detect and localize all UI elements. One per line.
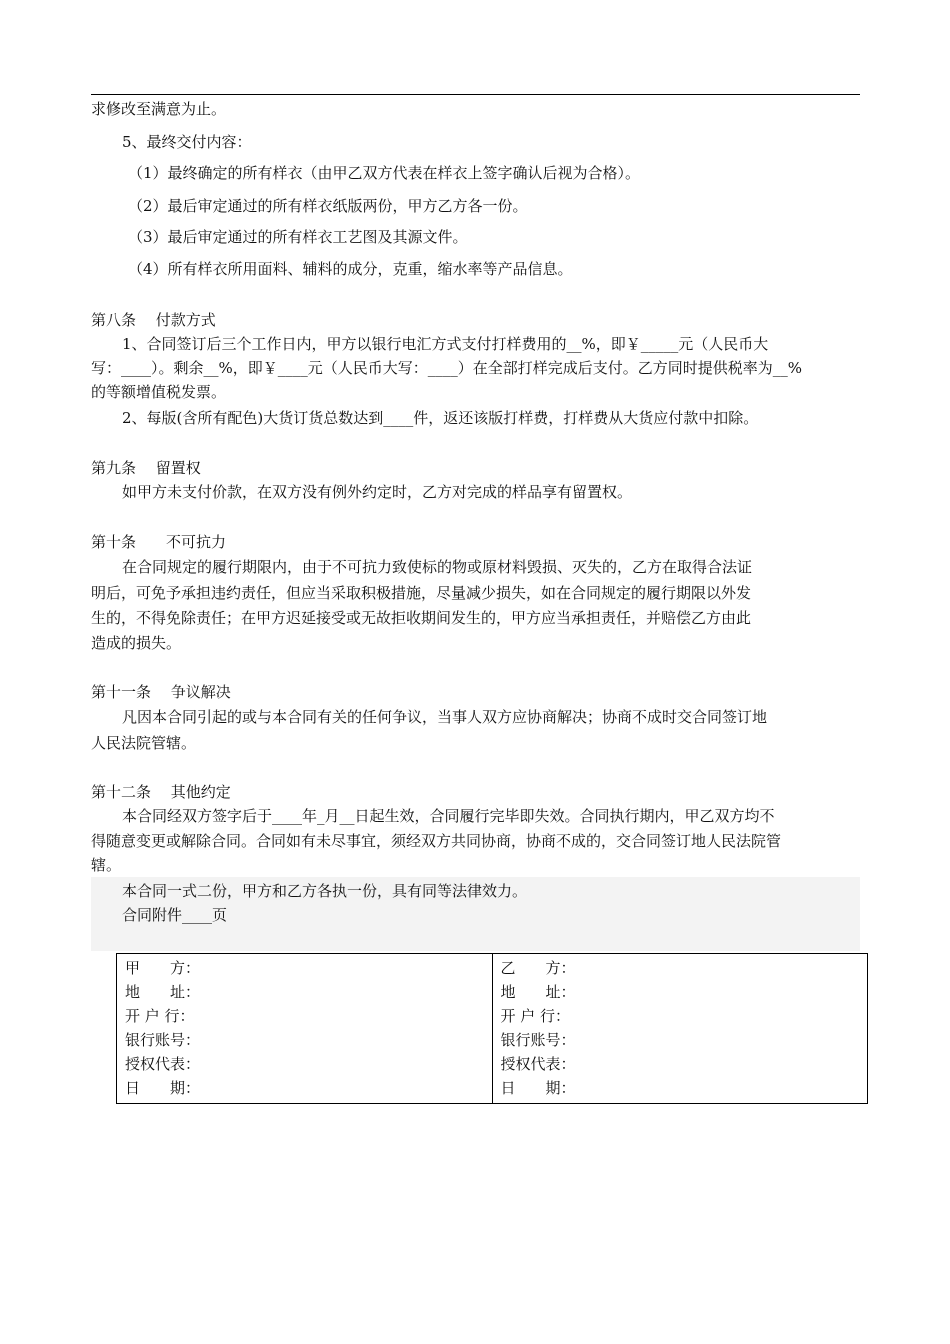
- list-item: （2）最后审定通过的所有样衣纸版两份，甲方乙方各一份。: [128, 197, 528, 215]
- closing-text: 本合同一式二份，甲方和乙方各执一份，具有同等法律效力。: [122, 882, 528, 900]
- header-rule: [91, 94, 860, 95]
- text-line: 凡因本合同引起的或与本合同有关的任何争议，当事人双方应协商解决；协商不成时交合同签订地: [122, 708, 768, 726]
- list-item: （1）最终确定的所有样衣（由甲乙双方代表在样衣上签字确认后视为合格）。: [128, 164, 641, 182]
- party-a-account-label: 银行账号：: [125, 1031, 201, 1049]
- party-a-bank-label: 开 户 行：: [125, 1007, 195, 1025]
- text-line: 本合同经双方签字后于____年_月__日起生效，合同履行完毕即失效。合同执行期内，甲乙双方均不: [122, 807, 775, 825]
- section-heading-10: 第十条 不可抗力: [91, 533, 227, 551]
- section-heading-11: 第十一条 争议解决: [91, 683, 231, 701]
- text-line: 5、最终交付内容：: [122, 133, 252, 151]
- text-line: 写：____）。剩余__%，即￥____元（人民币大写：____）在全部打样完成后支付。乙方同时提供税率为__%: [91, 359, 803, 377]
- section-heading-8: 第八条 付款方式: [91, 311, 216, 329]
- text-line: 1、合同签订后三个工作日内，甲方以银行电汇方式支付打样费用的__%，即￥_____元（人民币大: [122, 335, 769, 353]
- party-b-address-label: 地 址：: [500, 983, 576, 1001]
- party-a-representative-label: 授权代表：: [125, 1055, 201, 1073]
- text-line: 如甲方未支付价款，在双方没有例外约定时，乙方对完成的样品享有留置权。: [122, 483, 633, 501]
- signature-table: [116, 953, 868, 1104]
- text-line: 2、每版(含所有配色)大货订货总数达到____件，返还该版打样费，打样费从大货应付款中扣除。: [122, 409, 759, 427]
- party-b-date-label: 日 期：: [500, 1079, 576, 1097]
- text-line: 辖。: [91, 856, 122, 874]
- attachment-line: 合同附件____页: [122, 906, 228, 924]
- party-b-name-label: 乙 方：: [500, 959, 576, 977]
- section-heading-12: 第十二条 其他约定: [91, 783, 231, 801]
- party-a-column: [117, 954, 493, 1104]
- party-b-column: [492, 954, 868, 1104]
- list-item: （3）最后审定通过的所有样衣工艺图及其源文件。: [128, 228, 468, 246]
- party-b-representative-label: 授权代表：: [500, 1055, 576, 1073]
- party-b-bank-label: 开 户 行：: [500, 1007, 571, 1025]
- text-line: 得随意变更或解除合同。合同如有未尽事宜，须经双方共同协商，协商不成的，交合同签订地人民法院管: [91, 832, 782, 850]
- party-a-name-label: 甲 方：: [125, 959, 201, 977]
- text-line: 生的，不得免除责任；在甲方迟延接受或无故拒收期间发生的，甲方应当承担责任，并赔偿乙方由此: [91, 609, 752, 627]
- party-a-address-label: 地 址：: [125, 983, 201, 1001]
- text-line: 明后，可免予承担违约责任，但应当采取积极措施，尽量减少损失，如在合同规定的履行期限以外发: [91, 584, 752, 602]
- list-item: （4）所有样衣所用面料、辅料的成分，克重，缩水率等产品信息。: [128, 260, 573, 278]
- text-line: 的等额增值税发票。: [91, 383, 227, 401]
- section-heading-9: 第九条 留置权: [91, 459, 201, 477]
- party-b-account-label: 银行账号：: [500, 1031, 576, 1049]
- party-a-date-label: 日 期：: [125, 1079, 201, 1097]
- text-line: 求修改至满意为止。: [91, 100, 227, 118]
- text-line: 在合同规定的履行期限内，由于不可抗力致使标的物或原材料毁损、灭失的，乙方在取得合法证: [122, 558, 753, 576]
- text-line: 人民法院管辖。: [91, 734, 197, 752]
- text-line: 造成的损失。: [91, 634, 182, 652]
